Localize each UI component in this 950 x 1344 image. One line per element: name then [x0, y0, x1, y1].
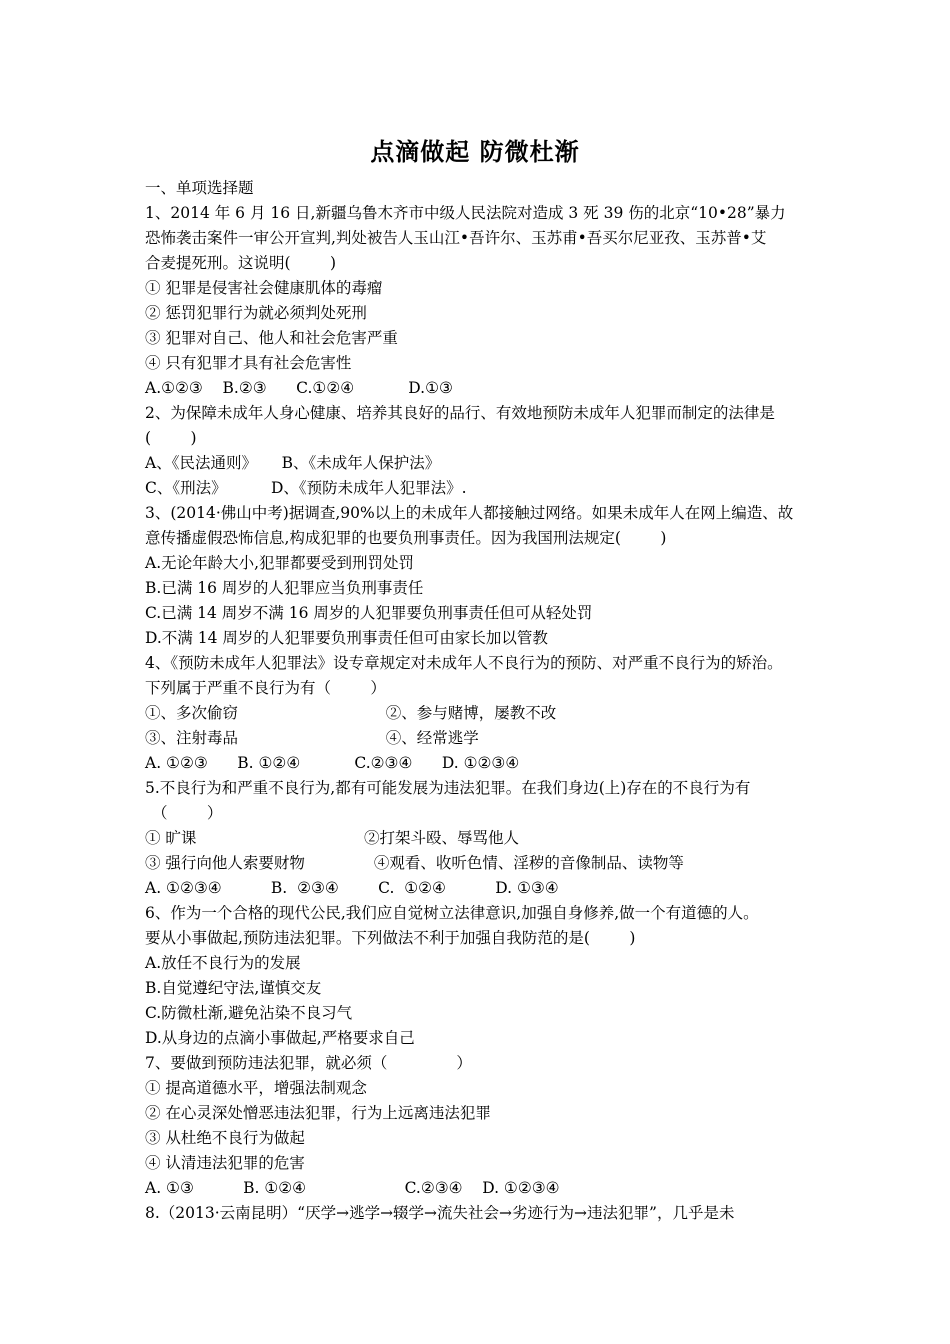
q4-stem-line: 4、《预防未成年人犯罪法》设专章规定对未成年人不良行为的预防、对严重不良行为的矫治。 [145, 654, 783, 672]
q4-item: ①、多次偷窃 ②、参与赌博，屡教不改 [145, 704, 557, 722]
q1-item: ④ 只有犯罪才具有社会危害性 [145, 354, 352, 372]
q1-item: ③ 犯罪对自己、他人和社会危害严重 [145, 329, 398, 347]
q2-stem-line: ( ) [145, 429, 197, 447]
page-title: 点滴做起 防微杜渐 [370, 137, 580, 166]
q7-item: ④ 认清违法犯罪的危害 [145, 1154, 305, 1172]
q5-options: A. ①②③④ B. ②③④ C. ①②④ D. ①③④ [145, 879, 559, 897]
q7-item: ③ 从杜绝不良行为做起 [145, 1129, 305, 1147]
q5-stem-line: 5.不良行为和严重不良行为,都有可能发展为违法犯罪。在我们身边(上)存在的不良行为有 [145, 779, 751, 797]
q2-stem-line: 2、为保障未成年人身心健康、培养其良好的品行、有效地预防未成年人犯罪而制定的法律是 [145, 404, 775, 422]
q8-stem-line: 8.（2013·云南昆明）“厌学→逃学→辍学→流失社会→劣迹行为→违法犯罪”，几乎是未 [145, 1204, 735, 1222]
q4-item: ③、注射毒品 ④、经常逃学 [145, 729, 479, 747]
q7-item: ② 在心灵深处憎恶违法犯罪，行为上远离违法犯罪 [145, 1104, 491, 1122]
q3-stem-line: 3、(2014·佛山中考)据调查,90%以上的未成年人都接触过网络。如果未成年人在网上编造、故 [145, 504, 794, 522]
q6-stem-line: 要从小事做起,预防违法犯罪。下列做法不利于加强自我防范的是( ) [145, 929, 636, 947]
q6-option: B.自觉遵纪守法,谨慎交友 [145, 979, 322, 997]
q1-stem-line: 恐怖袭击案件一审公开宣判,判处被告人玉山江•吾许尔、玉苏甫•吾买尔尼亚孜、玉苏普•艾 [145, 229, 767, 247]
q7-item: ① 提高道德水平，增强法制观念 [145, 1079, 367, 1097]
q1-item: ① 犯罪是侵害社会健康肌体的毒瘤 [145, 279, 383, 297]
q6-option: D.从身边的点滴小事做起,严格要求自己 [145, 1029, 415, 1047]
section-heading: 一、单项选择题 [145, 179, 254, 197]
q4-stem-line: 下列属于严重不良行为有（ ） [145, 679, 386, 697]
q2-option: C、《刑法》 D、《预防未成年人犯罪法》. [145, 479, 467, 497]
q6-option: C.防微杜渐,避免沾染不良习气 [145, 1004, 353, 1022]
q7-stem-line: 7、要做到预防违法犯罪，就必须（ ） [145, 1054, 472, 1072]
q5-stem-line: （ ） [152, 804, 223, 822]
q3-stem-line: 意传播虚假恐怖信息,构成犯罪的也要负刑事责任。因为我国刑法规定( ) [145, 529, 667, 547]
q3-option: C.已满 14 周岁不满 16 周岁的人犯罪要负刑事责任但可从轻处罚 [145, 604, 593, 622]
q5-item: ① 旷课 ②打架斗殴、辱骂他人 [145, 829, 519, 847]
q3-option: B.已满 16 周岁的人犯罪应当负刑事责任 [145, 579, 424, 597]
q1-item: ② 惩罚犯罪行为就必须判处死刑 [145, 304, 367, 322]
q6-stem-line: 6、作为一个合格的现代公民,我们应自觉树立法律意识,加强自身修养,做一个有道德的人。 [145, 904, 759, 922]
q7-options: A. ①③ B. ①②④ C.②③④ D. ①②③④ [145, 1179, 560, 1197]
q3-option: D.不满 14 周岁的人犯罪要负刑事责任但可由家长加以管教 [145, 629, 548, 647]
q1-options: A.①②③ B.②③ C.①②④ D.①③ [145, 379, 453, 397]
q4-options: A. ①②③ B. ①②④ C.②③④ D. ①②③④ [145, 754, 520, 772]
q3-option: A.无论年龄大小,犯罪都要受到刑罚处罚 [145, 554, 415, 572]
q6-option: A.放任不良行为的发展 [145, 954, 301, 972]
q2-option: A、《民法通则》 B、《未成年人保护法》 [145, 454, 441, 472]
q1-stem-line: 1、2014 年 6 月 16 日,新疆乌鲁木齐市中级人民法院对造成 3 死 39 伤的北京“10•28”暴力 [145, 204, 786, 222]
q5-item: ③ 强行向他人索要财物 ④观看、收听色情、淫秽的音像制品、读物等 [145, 854, 684, 872]
q1-stem-line: 合麦提死刑。这说明( ) [145, 254, 337, 272]
